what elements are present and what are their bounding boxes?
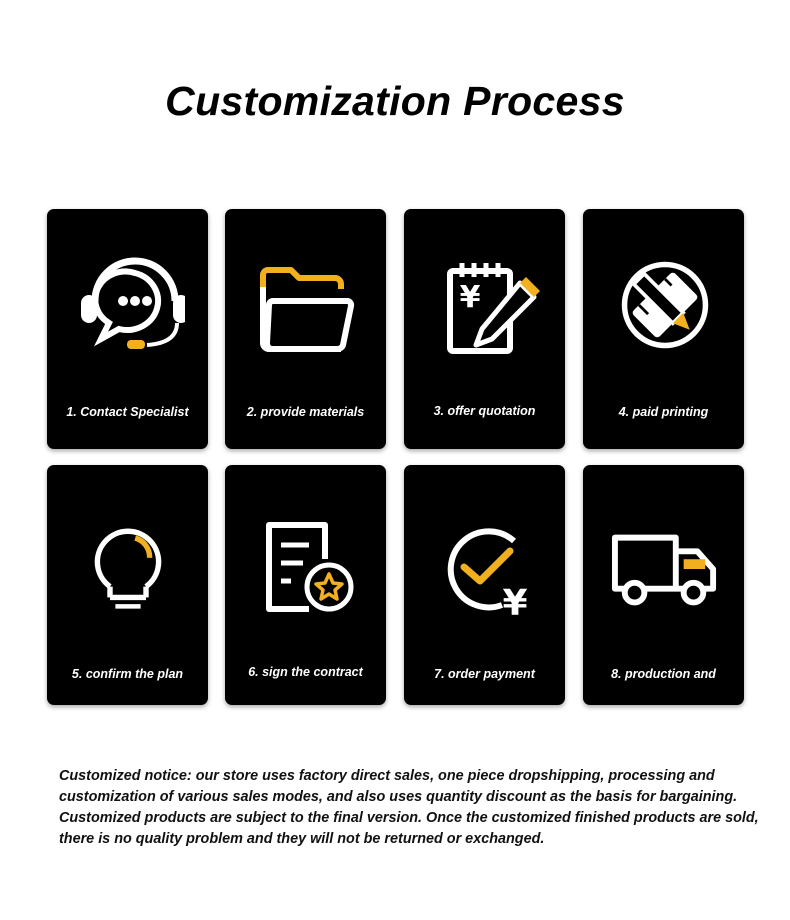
step-card-confirm-the-plan (47, 465, 208, 705)
step-label: 8. production and (611, 667, 716, 681)
step-label: 3. offer quotation (433, 404, 536, 418)
headset-chat-icon (69, 253, 185, 353)
payment-check-icon (440, 519, 540, 619)
step-label: 5. confirm the plan (71, 667, 184, 681)
lightbulb-icon (83, 515, 173, 615)
contract-document-icon (263, 519, 363, 619)
customized-notice: Customized notice: our store uses factory direct sales, one piece dropshipping, processing and customization of various sales modes, and also uses quantity discount as the basis for bargaining. Customized products are subject to the final version. Once the customized finished products are sold, there is no quality problem and they will not be returned or exchanged. (59, 768, 759, 847)
step-card-offer-quotation (404, 209, 565, 449)
svg-text:¥: ¥ (502, 583, 528, 619)
folder-icon (257, 261, 357, 361)
pencil-ruler-icon (619, 259, 711, 351)
page-title: Customization Process (165, 78, 625, 124)
step-label: 2. provide materials (246, 405, 365, 419)
step-card-sign-the-contract (225, 465, 386, 705)
step-card-production-and (583, 465, 744, 705)
step-label: 4. paid printing (618, 405, 709, 419)
step-card-contact-specialist (47, 209, 208, 449)
step-label: 6. sign the contract (248, 665, 363, 679)
quotation-notepad-icon (442, 261, 542, 361)
step-card-paid-printing (583, 209, 744, 449)
step-card-order-payment (404, 465, 565, 705)
step-card-provide-materials (225, 209, 386, 449)
step-label: 1. Contact Specialist (66, 405, 189, 419)
step-label: 7. order payment (434, 667, 535, 681)
delivery-truck-icon (611, 531, 719, 611)
svg-text:¥: ¥ (459, 280, 481, 315)
